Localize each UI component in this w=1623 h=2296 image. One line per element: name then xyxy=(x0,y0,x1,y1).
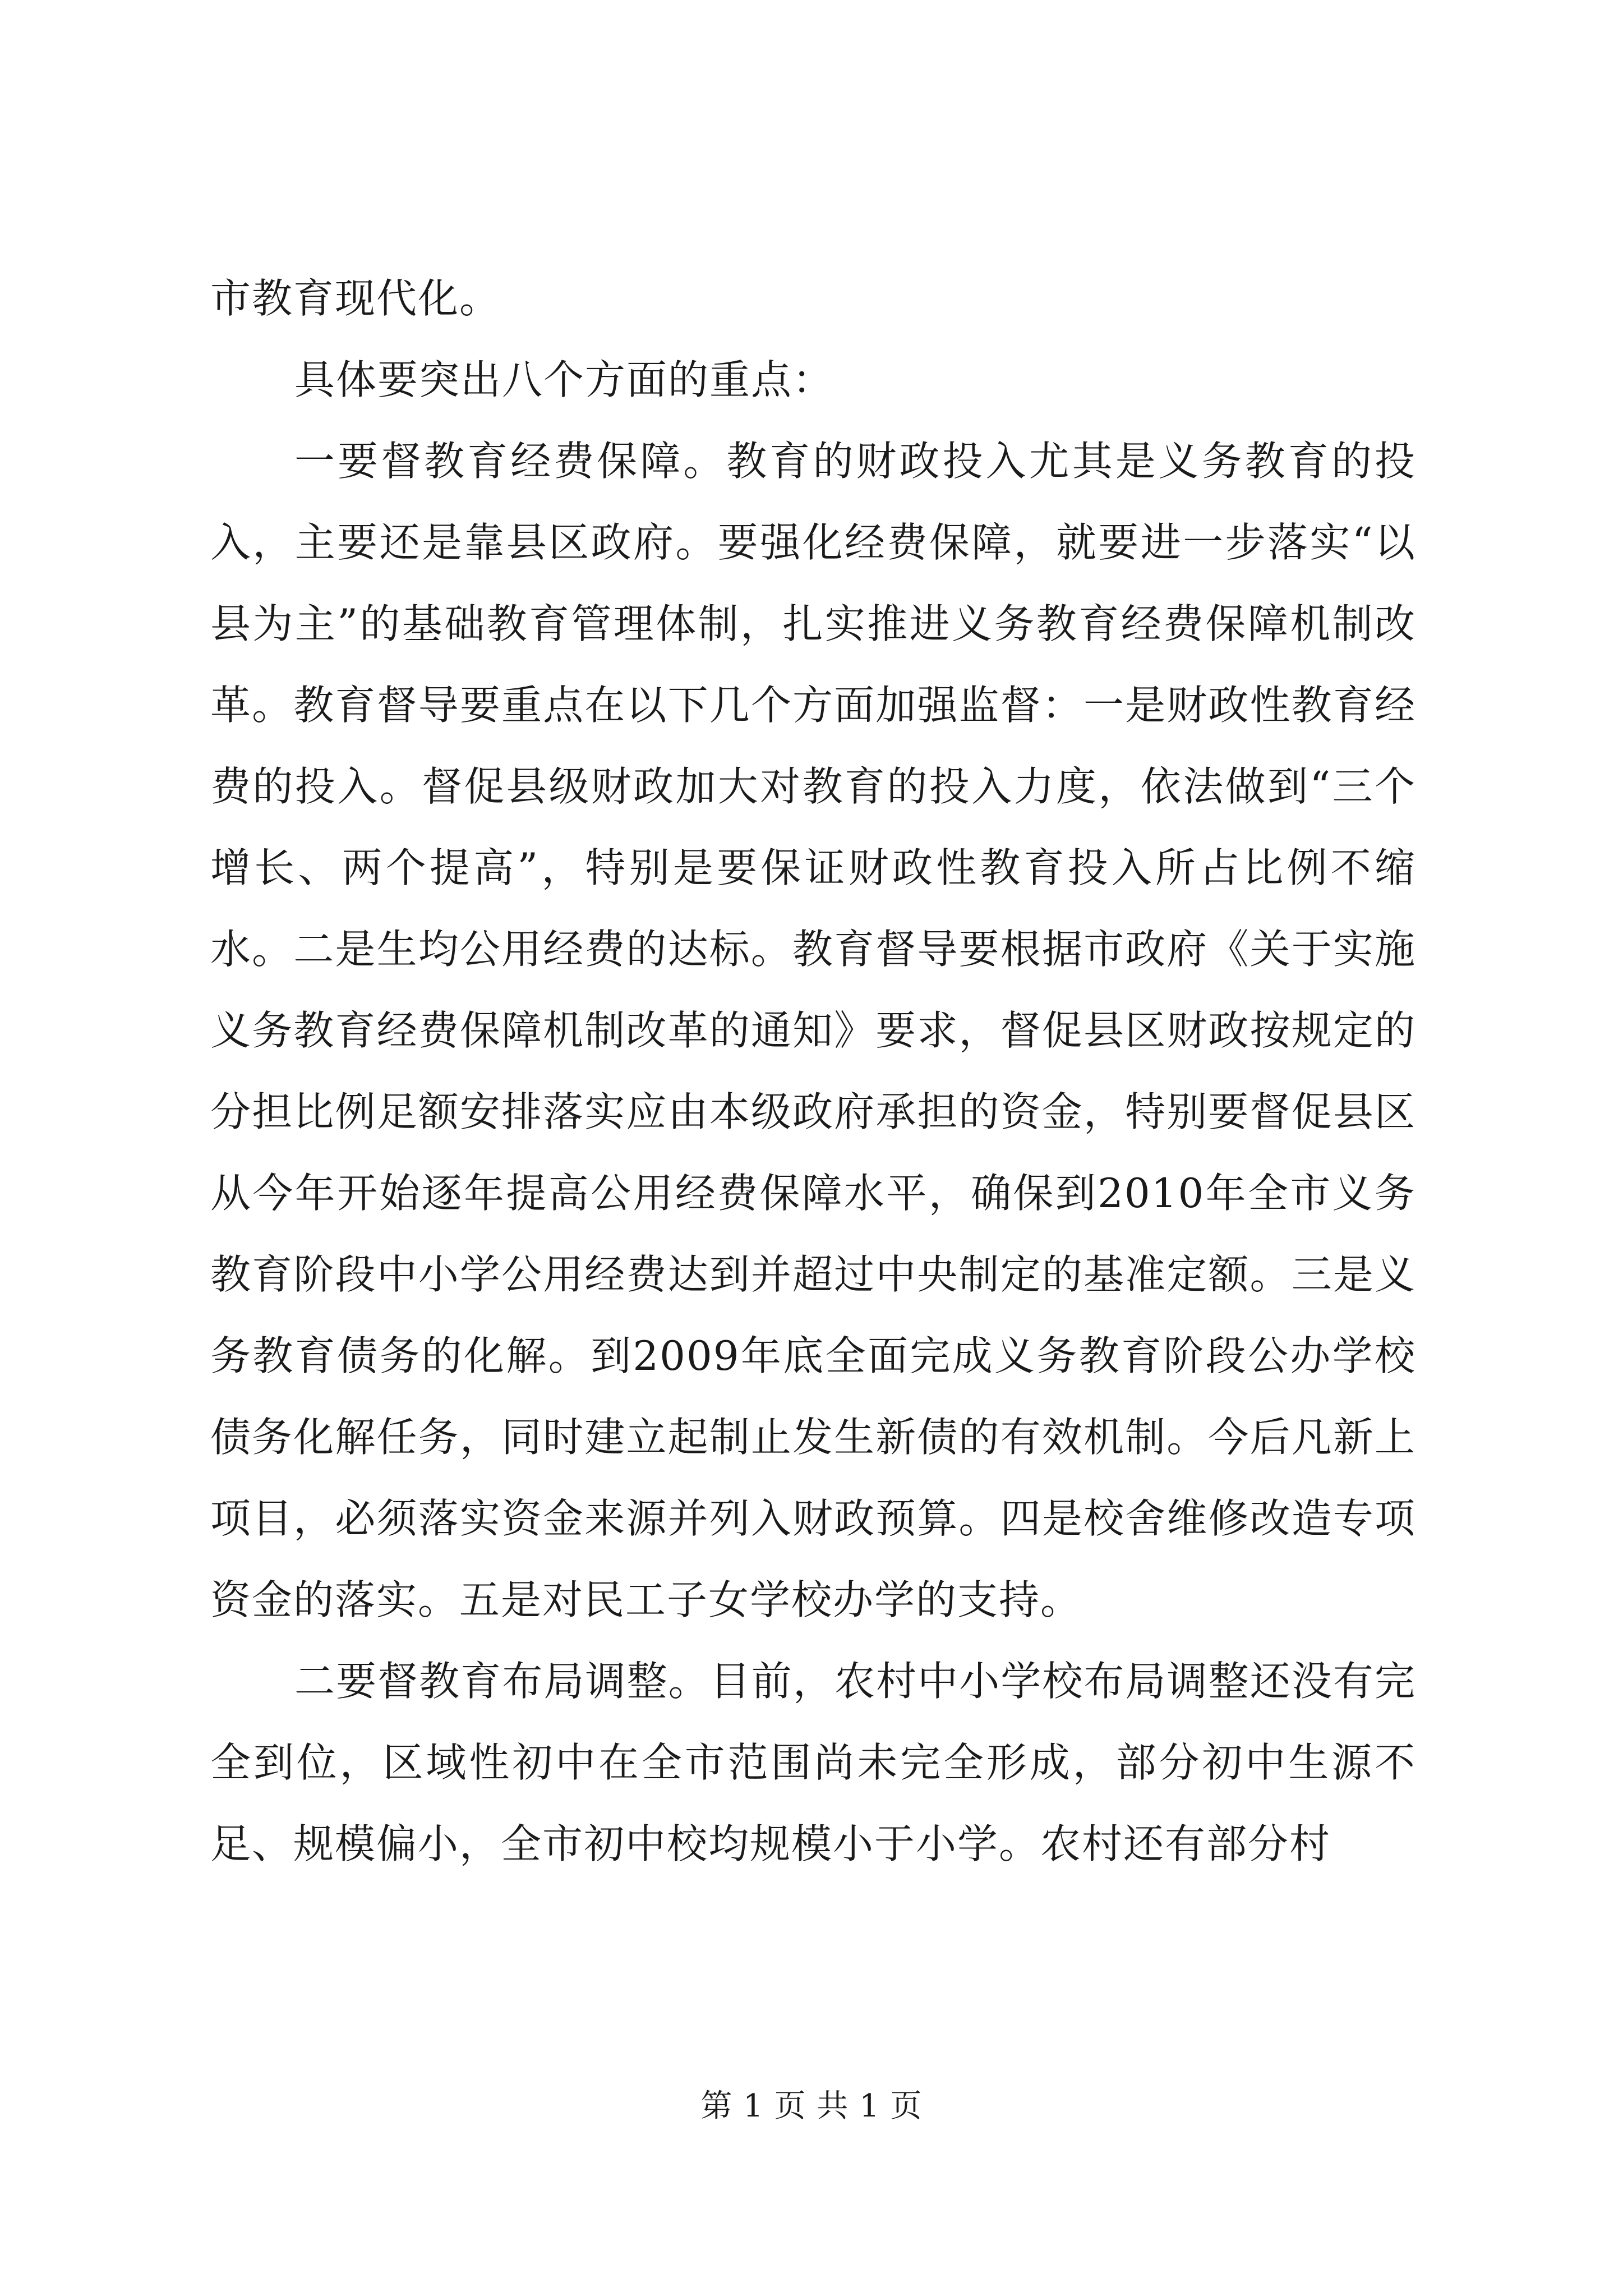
paragraph-3: 一要督教育经费保障。教育的财政投入尤其是义务教育的投入，主要还是靠县区政府。要强化经费保障，就要进一步落实“以县为主”的基础教育管理体制，扎实推进义务教育经费保障机制改革。教育督导要重点在以下几个方面加强监督：一是财政性教育经费的投入。督促县级财政加大对教育的投入力度，依法做到“三个增长、两个提高”，特别是要保证财政性教育投入所占比例不缩水。二是生均公用经费的达标。教育督导要根据市政府《关于实施义务教育经费保障机制改革的通知》要求，督促县区财政按规定的分担比例足额安排落实应由本级政府承担的资金，特别要督促县区从今年开始逐年提高公用经费保障水平，确保到2010年全市义务教育阶段中小学公用经费达到并超过中央制定的基准定额。三是义务教育债务的化解。到2009年底全面完成义务教育阶段公办学校债务化解任务，同时建立起制止发生新债的有效机制。今后凡新上项目，必须落实资金来源并列入财政预算。四是校舍维修改造专项资金的落实。五是对民工子女学校办学的支持。 xyxy=(210,438,1416,1623)
paragraph-2: 具体要突出八个方面的重点： xyxy=(294,356,834,403)
page-footer xyxy=(0,2084,1623,2129)
paragraph-1: 市教育现代化。 xyxy=(210,275,501,322)
document-body xyxy=(210,258,1416,1885)
paragraph-4: 二要督教育布局调整。目前，农村中小学校布局调整还没有完全到位，区域性初中在全市范围尚未完全形成，部分初中生源不足、规模偏小，全市初中校均规模小于小学。农村还有部分村 xyxy=(210,1658,1416,1867)
page-number-label: 第 1 页 共 1 页 xyxy=(700,2088,923,2124)
